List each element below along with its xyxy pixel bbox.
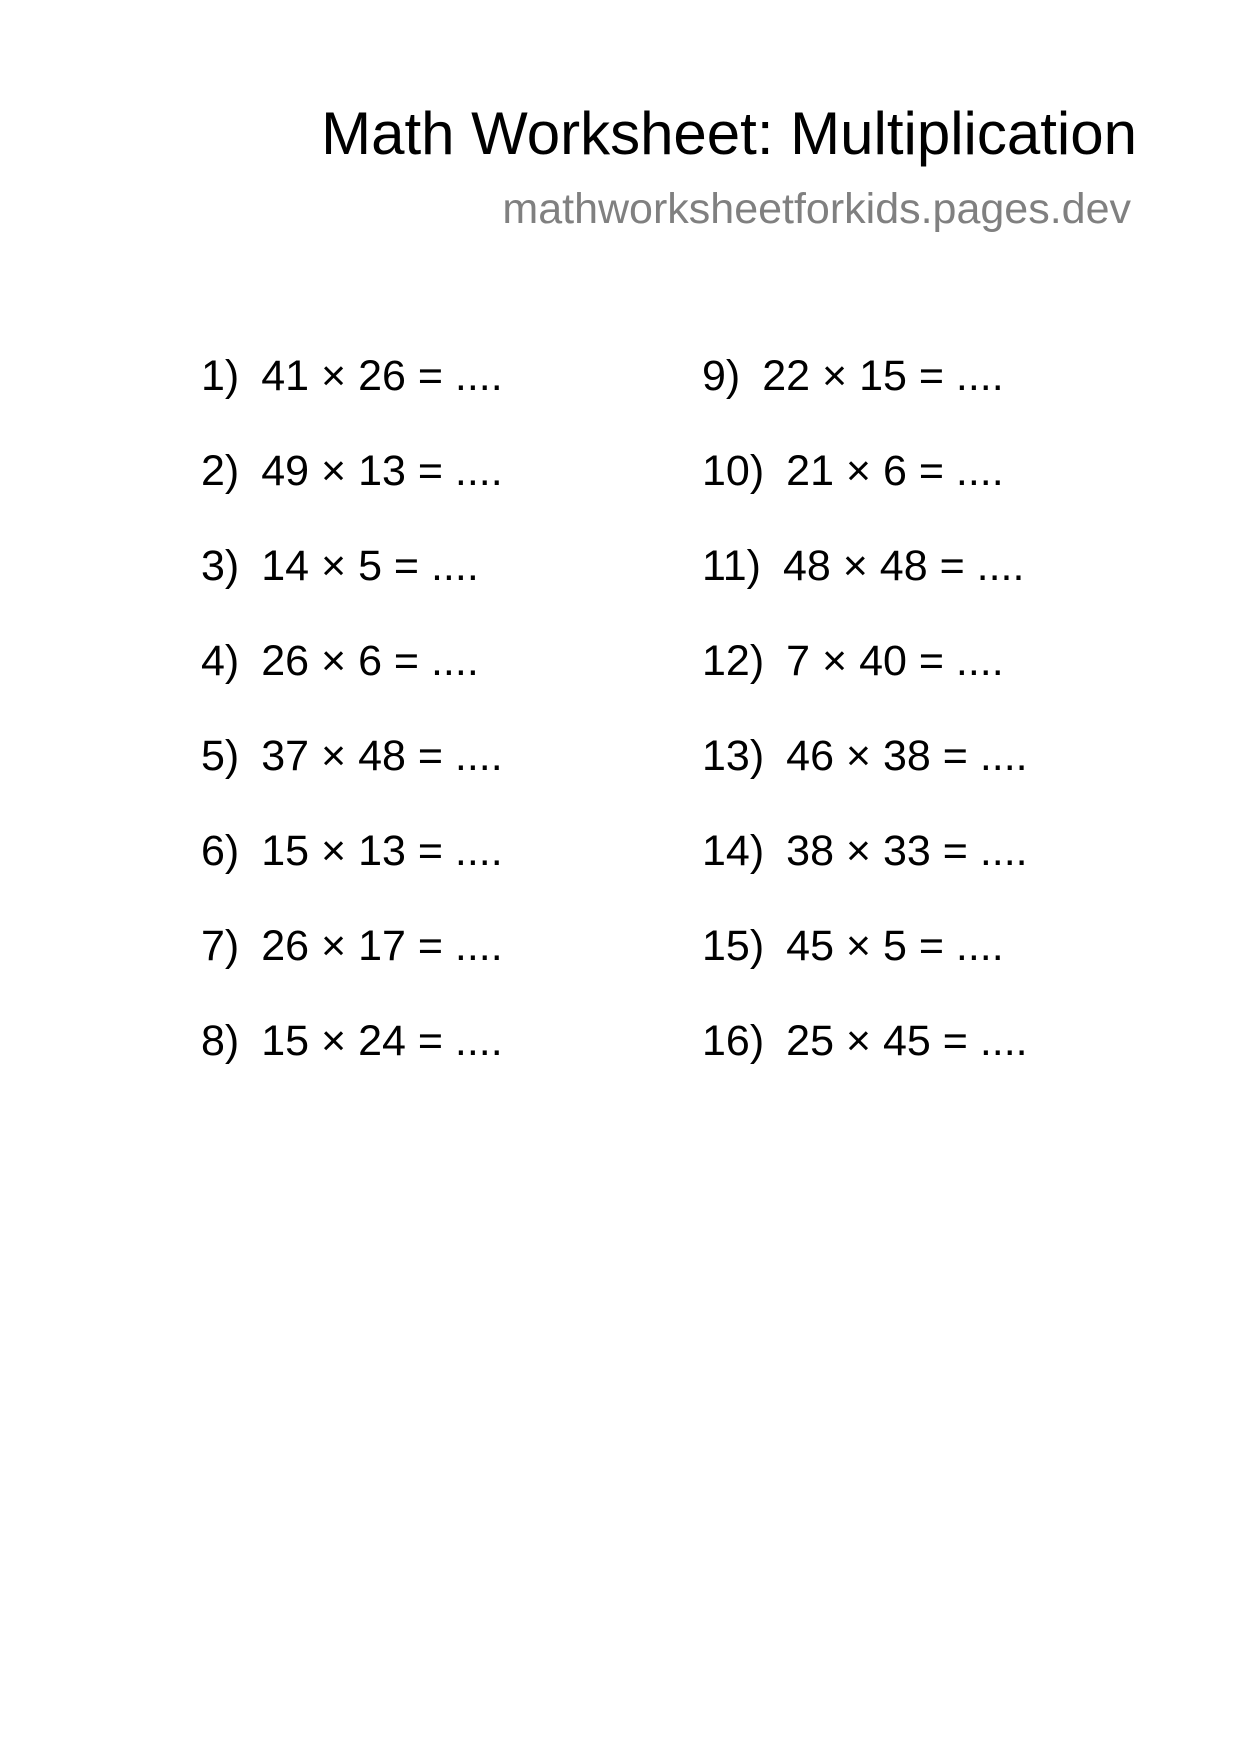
problem-expression: 41 × 26 = .... bbox=[261, 352, 503, 400]
problem-number: 5) bbox=[201, 732, 240, 780]
problem-column-right bbox=[702, 350, 1028, 1110]
problem-number: 8) bbox=[201, 1017, 240, 1065]
problem-15 bbox=[702, 920, 1028, 1015]
problem-list bbox=[0, 350, 1240, 1110]
problem-number: 13) bbox=[702, 732, 765, 780]
problem-expression: 49 × 13 = .... bbox=[261, 447, 503, 495]
problem-13 bbox=[702, 730, 1028, 825]
problem-7 bbox=[201, 920, 503, 1015]
problem-10 bbox=[702, 445, 1028, 540]
problem-number: 9) bbox=[702, 352, 741, 400]
problem-expression: 26 × 17 = .... bbox=[261, 922, 503, 970]
problem-number: 12) bbox=[702, 637, 765, 685]
problem-16 bbox=[702, 1015, 1028, 1110]
problem-number: 16) bbox=[702, 1017, 765, 1065]
problem-12 bbox=[702, 635, 1028, 730]
problem-number: 3) bbox=[201, 542, 240, 590]
problem-9 bbox=[702, 350, 1028, 445]
problem-1 bbox=[201, 350, 503, 445]
problem-6 bbox=[201, 825, 503, 920]
problem-number: 1) bbox=[201, 352, 240, 400]
problem-number: 15) bbox=[702, 922, 765, 970]
problem-2 bbox=[201, 445, 503, 540]
problem-number: 11) bbox=[702, 542, 761, 590]
problem-11 bbox=[702, 540, 1028, 635]
problem-number: 2) bbox=[201, 447, 240, 495]
problem-5 bbox=[201, 730, 503, 825]
problem-number: 14) bbox=[702, 827, 765, 875]
problem-14 bbox=[702, 825, 1028, 920]
problem-expression: 14 × 5 = .... bbox=[261, 542, 479, 590]
problem-column-left bbox=[201, 350, 503, 1110]
problem-number: 4) bbox=[201, 637, 240, 685]
problem-number: 7) bbox=[201, 922, 240, 970]
problem-expression: 7 × 40 = .... bbox=[786, 637, 1004, 685]
problem-expression: 48 × 48 = .... bbox=[782, 542, 1025, 590]
problem-expression: 38 × 33 = .... bbox=[786, 827, 1028, 875]
problem-expression: 21 × 6 = .... bbox=[786, 447, 1004, 495]
problem-number: 6) bbox=[201, 827, 240, 875]
problem-expression: 25 × 45 = .... bbox=[786, 1017, 1028, 1065]
problem-expression: 46 × 38 = .... bbox=[786, 732, 1028, 780]
page-title: Math Worksheet: Multiplication bbox=[321, 100, 1137, 167]
problem-expression: 45 × 5 = .... bbox=[786, 922, 1004, 970]
page-subtitle: mathworksheetforkids.pages.dev bbox=[502, 185, 1131, 233]
problem-4 bbox=[201, 635, 503, 730]
problem-3 bbox=[201, 540, 503, 635]
problem-number: 10) bbox=[702, 447, 765, 495]
problem-8 bbox=[201, 1015, 503, 1110]
problem-expression: 37 × 48 = .... bbox=[261, 732, 503, 780]
problem-expression: 26 × 6 = .... bbox=[261, 637, 479, 685]
problem-expression: 15 × 13 = .... bbox=[261, 827, 503, 875]
problem-expression: 22 × 15 = .... bbox=[762, 352, 1004, 400]
problem-expression: 15 × 24 = .... bbox=[261, 1017, 503, 1065]
